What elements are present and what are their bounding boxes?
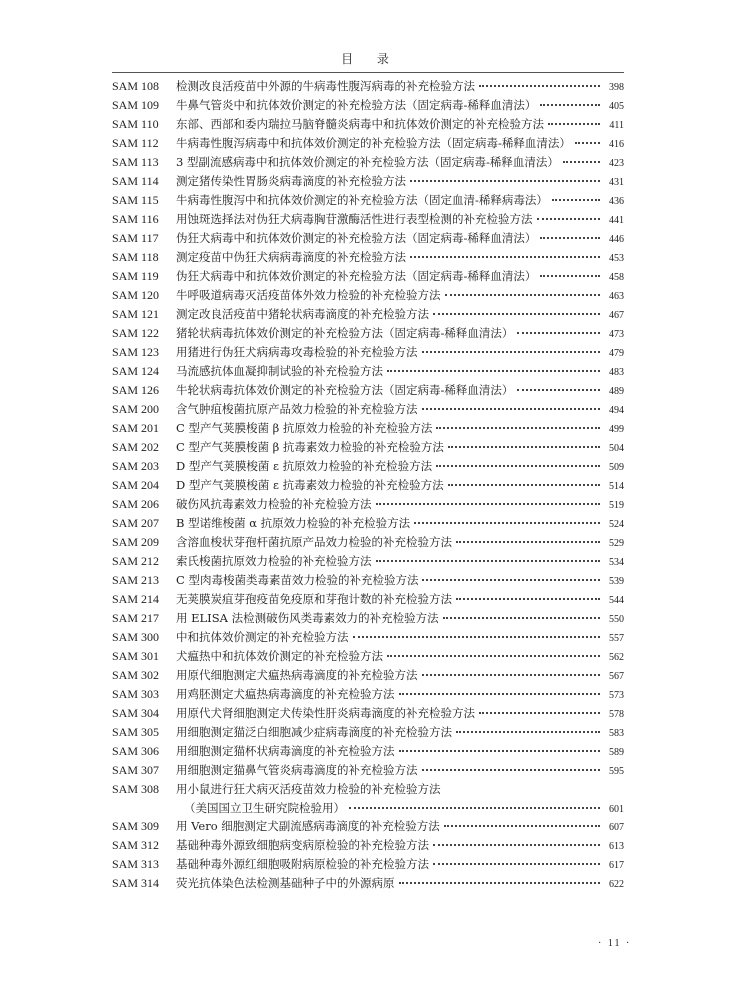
toc-entry-title: D 型产气荚膜梭菌 ε 抗毒素效力检验的补充检验方法 [176, 478, 444, 492]
toc-entry [112, 457, 624, 476]
toc-leader-dots [387, 366, 600, 372]
toc-entry-title: 用原代犬肾细胞测定犬传染性肝炎病毒滴度的补充检验方法 [176, 706, 475, 720]
toc-entry [112, 324, 624, 343]
toc-entry-code: SAM 309 [112, 819, 160, 833]
toc-leader-dots [540, 100, 600, 106]
toc-leader-dots [444, 821, 600, 827]
toc-entry-title: 用细胞测定猫泛白细胞减少症病毒滴度的补充检验方法 [176, 725, 452, 739]
toc-entry [112, 817, 624, 836]
toc-entry-page: 416 [609, 139, 624, 150]
toc-entry [112, 96, 624, 115]
toc-entry-code: SAM 200 [112, 402, 160, 416]
toc-leader-dots [422, 670, 601, 676]
toc-entry-title: 用 ELISA 法检测破伤风类毒素效力的补充检验方法 [176, 611, 439, 625]
toc-entry-title: 用鸡胚测定犬瘟热病毒滴度的补充检验方法 [176, 687, 395, 701]
toc-entry-title: 伪狂犬病毒中和抗体效价测定的补充检验方法（固定病毒-稀释血清法） [176, 231, 537, 245]
toc-entry [112, 552, 624, 571]
toc-entry-title: 牛呼吸道病毒灭活疫苗体外效力检验的补充检验方法 [176, 288, 441, 302]
toc-entry-page: 550 [609, 614, 624, 625]
toc-entry [112, 115, 624, 134]
toc-entry-code: SAM 120 [112, 288, 160, 302]
toc-entry-title: 破伤风抗毒素效力检验的补充检验方法 [176, 497, 372, 511]
toc-entry-page: 479 [609, 348, 624, 359]
toc-entry [112, 571, 624, 590]
toc-entry-code: SAM 301 [112, 649, 160, 663]
toc-leader-dots [436, 461, 600, 467]
toc-entry-page: 613 [609, 841, 624, 852]
toc-entry-title: B 型诺维梭菌 α 抗原效力检验的补充检验方法 [176, 516, 411, 530]
toc-entry-code: SAM 112 [112, 136, 159, 150]
toc-entry-page: 578 [609, 709, 624, 720]
toc-entry [112, 742, 624, 761]
toc-entry [112, 704, 624, 723]
toc-entry-title: 测定猪传染性胃肠炎病毒滴度的补充检验方法 [176, 174, 406, 188]
toc-leader-dots [552, 195, 600, 201]
toc-leader-dots [575, 138, 600, 144]
toc-leader-dots [349, 803, 600, 809]
toc-entry-page: 601 [609, 804, 624, 815]
toc-entry-title: 索氏梭菌抗原效力检验的补充检验方法 [176, 554, 372, 568]
toc-leader-dots [387, 651, 600, 657]
toc-leader-dots [445, 290, 601, 296]
toc-entry-page: 524 [609, 519, 624, 530]
toc-entry [112, 210, 624, 229]
toc-entry-title: C 型产气荚膜梭菌 β 抗毒素效力检验的补充检验方法 [176, 440, 444, 454]
toc-entry [112, 305, 624, 324]
toc-entry-page: 423 [609, 158, 624, 169]
toc-entry [112, 780, 624, 799]
toc-entry-title: 牛轮状病毒抗体效价测定的补充检验方法（固定病毒-稀释血清法） [176, 383, 514, 397]
toc-leader-dots [410, 252, 600, 258]
toc-entry-title: 用蚀斑选择法对伪狂犬病毒胸苷激酶活性进行表型检测的补充检验方法 [176, 212, 533, 226]
toc-entry-code: SAM 304 [112, 706, 160, 720]
toc-leader-dots [456, 537, 600, 543]
toc-entry-title: 猪轮状病毒抗体效价测定的补充检验方法（固定病毒-稀释血清法） [176, 326, 514, 340]
toc-leader-dots [537, 214, 601, 220]
toc-entry-page: 499 [609, 424, 624, 435]
toc-entry-code: SAM 203 [112, 459, 160, 473]
toc-entry-page: 431 [609, 177, 624, 188]
toc-entry-page: 405 [609, 101, 624, 112]
footer-page-number: · 11 · [598, 938, 632, 949]
toc-entry-page: 489 [609, 386, 624, 397]
toc-entry [112, 723, 624, 742]
toc-entry-page: 622 [609, 879, 624, 890]
toc-entry-title: 犬瘟热中和抗体效价测定的补充检验方法 [176, 649, 383, 663]
toc-entry [112, 761, 624, 780]
toc-entry-code: SAM 113 [112, 155, 159, 169]
toc-entry-title: 马流感抗体血凝抑制试验的补充检验方法 [176, 364, 383, 378]
toc-entry-page: 557 [609, 633, 624, 644]
toc-entry-code: SAM 300 [112, 630, 160, 644]
toc-entry-code: SAM 214 [112, 592, 160, 606]
toc-leader-dots [353, 632, 601, 638]
toc-leader-dots [422, 765, 601, 771]
toc-entry-title: 荧光抗体染色法检测基础种子中的外源病原 [176, 876, 395, 890]
toc-entry [112, 381, 624, 400]
toc-entry [112, 647, 624, 666]
toc-entry [112, 533, 624, 552]
toc-entry-page: 441 [609, 215, 624, 226]
toc-leader-dots [448, 442, 600, 448]
toc-entry-page: 509 [609, 462, 624, 473]
toc-entry-page: 504 [609, 443, 624, 454]
toc-entry [112, 438, 624, 457]
toc-entry [112, 400, 624, 419]
toc-entry-code: SAM 121 [112, 307, 160, 321]
toc-entry-code: SAM 312 [112, 838, 160, 852]
toc-entry-title: 测定疫苗中伪狂犬病病毒滴度的补充检验方法 [176, 250, 406, 264]
toc-leader-dots [399, 878, 601, 884]
toc-entry [112, 799, 624, 817]
toc-leader-dots [448, 480, 600, 486]
toc-entry-page: 436 [609, 196, 624, 207]
toc-leader-dots [433, 859, 600, 865]
toc-entry [112, 609, 624, 628]
toc-entry-page: 544 [609, 595, 624, 606]
toc-leader-dots [563, 157, 600, 163]
toc-entry-title: 测定改良活疫苗中猪轮状病毒滴度的补充检验方法 [176, 307, 429, 321]
toc-entry-page: 539 [609, 576, 624, 587]
toc-entry [112, 191, 624, 210]
toc-entry-title: 3 型副流感病毒中和抗体效价测定的补充检验方法（固定病毒-稀释血清法） [176, 155, 559, 169]
toc-entry-page: 458 [609, 272, 624, 283]
toc-leader-dots [399, 689, 601, 695]
toc-entry-title: 检测改良活疫苗中外源的牛病毒性腹泻病毒的补充检验方法 [176, 79, 475, 93]
toc-entry [112, 267, 624, 286]
toc-entry-page: 519 [609, 500, 624, 511]
toc-entry [112, 590, 624, 609]
toc-leader-dots [456, 594, 600, 600]
toc-entry-page: 463 [609, 291, 624, 302]
toc-entry-page: 467 [609, 310, 624, 321]
toc-entry-code: SAM 202 [112, 440, 160, 454]
toc-entry-page: 483 [609, 367, 624, 378]
toc-leader-dots [436, 423, 600, 429]
toc-entry-code: SAM 114 [112, 174, 159, 188]
toc-entry-page: 473 [609, 329, 624, 340]
toc-leader-dots [422, 575, 600, 581]
toc-entry-code: SAM 115 [112, 193, 159, 207]
toc-entry-title: 用细胞测定猫鼻气管炎病毒滴度的补充检验方法 [176, 763, 418, 777]
toc-leader-dots [548, 119, 600, 125]
toc-entry-code: SAM 302 [112, 668, 160, 682]
toc-entry-title: 伪狂犬病毒中和抗体效价测定的补充检验方法（固定病毒-稀释血清法） [176, 269, 537, 283]
toc-entry-page: 573 [609, 690, 624, 701]
toc-entry-page: 446 [609, 234, 624, 245]
toc-entry [112, 286, 624, 305]
toc-entry [112, 874, 624, 893]
toc-entry [112, 172, 624, 191]
toc-entry-code: SAM 117 [112, 231, 159, 245]
toc-entry-page: 562 [609, 652, 624, 663]
toc-entry-title: 无荚膜炭疽芽孢疫苗免疫原和芽孢计数的补充检验方法 [176, 592, 452, 606]
toc-entry-page: 595 [609, 766, 624, 777]
toc-entry-title: 用细胞测定猫杯状病毒滴度的补充检验方法 [176, 744, 395, 758]
toc-entry-page: 583 [609, 728, 624, 739]
toc-entry-code: SAM 204 [112, 478, 160, 492]
toc-leader-dots [376, 556, 601, 562]
toc-entry-code: SAM 209 [112, 535, 160, 549]
toc-entry [112, 248, 624, 267]
toc-leader-dots [540, 233, 600, 239]
toc-entry [112, 476, 624, 495]
toc-entry [112, 855, 624, 874]
toc-entry-code: SAM 110 [112, 117, 159, 131]
toc-leader-dots [445, 786, 601, 790]
header-rule [112, 72, 624, 73]
toc-entry-code: SAM 201 [112, 421, 160, 435]
toc-entry-code: SAM 217 [112, 611, 160, 625]
toc-entry-code: SAM 308 [112, 782, 160, 796]
toc-entry-title: 基础种毒外源致细胞病变病原检验的补充检验方法 [176, 838, 429, 852]
toc-leader-dots [479, 81, 600, 87]
toc-entry-code: SAM 123 [112, 345, 160, 359]
toc-entry [112, 229, 624, 248]
toc-entry-code: SAM 306 [112, 744, 160, 758]
toc-entry [112, 134, 624, 153]
toc-entry [112, 153, 624, 172]
toc-entry-code: SAM 305 [112, 725, 160, 739]
toc-leader-dots [414, 518, 600, 524]
toc-entry-code: SAM 108 [112, 79, 160, 93]
toc-entry-title: C 型肉毒梭菌类毒素苗效力检验的补充检验方法 [176, 573, 419, 587]
toc-entry-title: 用原代细胞测定犬瘟热病毒滴度的补充检验方法 [176, 668, 418, 682]
toc-entry-title: 牛鼻气管炎中和抗体效价测定的补充检验方法（固定病毒-稀释血清法） [176, 98, 537, 112]
toc-entry [112, 514, 624, 533]
toc-entry-code: SAM 122 [112, 326, 160, 340]
toc-entry [112, 77, 624, 96]
toc-leader-dots [422, 347, 601, 353]
toc-entry [112, 685, 624, 704]
toc-entry-page: 617 [609, 860, 624, 871]
toc-entry-code: SAM 207 [112, 516, 160, 530]
toc-entry [112, 666, 624, 685]
toc-entry-code: SAM 126 [112, 383, 160, 397]
toc-entry [112, 628, 624, 647]
toc-entry-code: SAM 206 [112, 497, 160, 511]
toc-leader-dots [410, 176, 600, 182]
page-header-title: 目 录 [341, 52, 399, 66]
toc-entry-title: 中和抗体效价测定的补充检验方法 [176, 630, 349, 644]
toc-entry-code: SAM 116 [112, 212, 159, 226]
toc-entry-page: 534 [609, 557, 624, 568]
toc-entry-title: 用 Vero 细胞测定犬副流感病毒滴度的补充检验方法 [176, 819, 440, 833]
toc-entry [112, 419, 624, 438]
toc-entry-page: 529 [609, 538, 624, 549]
toc-entry-page: 411 [609, 120, 624, 131]
toc-entry-title: 含溶血梭状芽孢杆菌抗原产品效力检验的补充检验方法 [176, 535, 452, 549]
toc-leader-dots [399, 746, 601, 752]
toc-entry-code: SAM 119 [112, 269, 159, 283]
table-of-contents [112, 77, 624, 893]
toc-leader-dots [433, 840, 600, 846]
toc-entry-page: 453 [609, 253, 624, 264]
toc-entry-title: 牛病毒性腹泻中和抗体效价测定的补充检验方法（固定血清-稀释病毒法） [176, 193, 548, 207]
toc-leader-dots [422, 404, 601, 410]
toc-entry-title: C 型产气荚膜梭菌 β 抗原效力检验的补充检验方法 [176, 421, 433, 435]
toc-leader-dots [376, 499, 601, 505]
toc-entry-title: D 型产气荚膜梭菌 ε 抗原效力检验的补充检验方法 [176, 459, 433, 473]
toc-leader-dots [479, 708, 600, 714]
toc-entry-title: 用猪进行伪狂犬病病毒攻毒检验的补充检验方法 [176, 345, 418, 359]
toc-entry-page: 398 [609, 82, 624, 93]
toc-entry-code: SAM 212 [112, 554, 160, 568]
toc-entry [112, 362, 624, 381]
toc-entry-code: SAM 109 [112, 98, 160, 112]
toc-leader-dots [517, 385, 600, 391]
toc-leader-dots [517, 328, 600, 334]
toc-entry-page: 514 [609, 481, 624, 492]
toc-entry-page: 567 [609, 671, 624, 682]
toc-entry-code: SAM 303 [112, 687, 160, 701]
toc-entry [112, 495, 624, 514]
toc-entry-title: 基础种毒外源红细胞吸附病原检验的补充检验方法 [176, 857, 429, 871]
toc-entry-title: 含气肿疽梭菌抗原产品效力检验的补充检验方法 [176, 402, 418, 416]
toc-entry-title: 东部、西部和委内瑞拉马脑脊髓炎病毒中和抗体效价测定的补充检验方法 [176, 117, 544, 131]
toc-leader-dots [540, 271, 600, 277]
toc-entry-title: 牛病毒性腹泻病毒中和抗体效价测定的补充检验方法（固定病毒-稀释血清法） [176, 136, 571, 150]
toc-entry-code: SAM 118 [112, 250, 159, 264]
toc-leader-dots [443, 613, 600, 619]
toc-entry-code: SAM 314 [112, 876, 160, 890]
toc-entry-title: （美国国立卫生研究院检验用） [184, 801, 345, 815]
toc-entry-code: SAM 124 [112, 364, 160, 378]
toc-leader-dots [433, 309, 600, 315]
toc-entry [112, 343, 624, 362]
toc-entry [112, 836, 624, 855]
toc-leader-dots [456, 727, 600, 733]
toc-entry-code: SAM 313 [112, 857, 160, 871]
toc-entry-code: SAM 307 [112, 763, 160, 777]
toc-entry-page: 607 [609, 822, 624, 833]
toc-entry-title: 用小鼠进行狂犬病灭活疫苗效力检验的补充检验方法 [176, 782, 441, 796]
toc-entry-code: SAM 213 [112, 573, 160, 587]
toc-entry-page: 494 [609, 405, 624, 416]
toc-entry-page: 589 [609, 747, 624, 758]
